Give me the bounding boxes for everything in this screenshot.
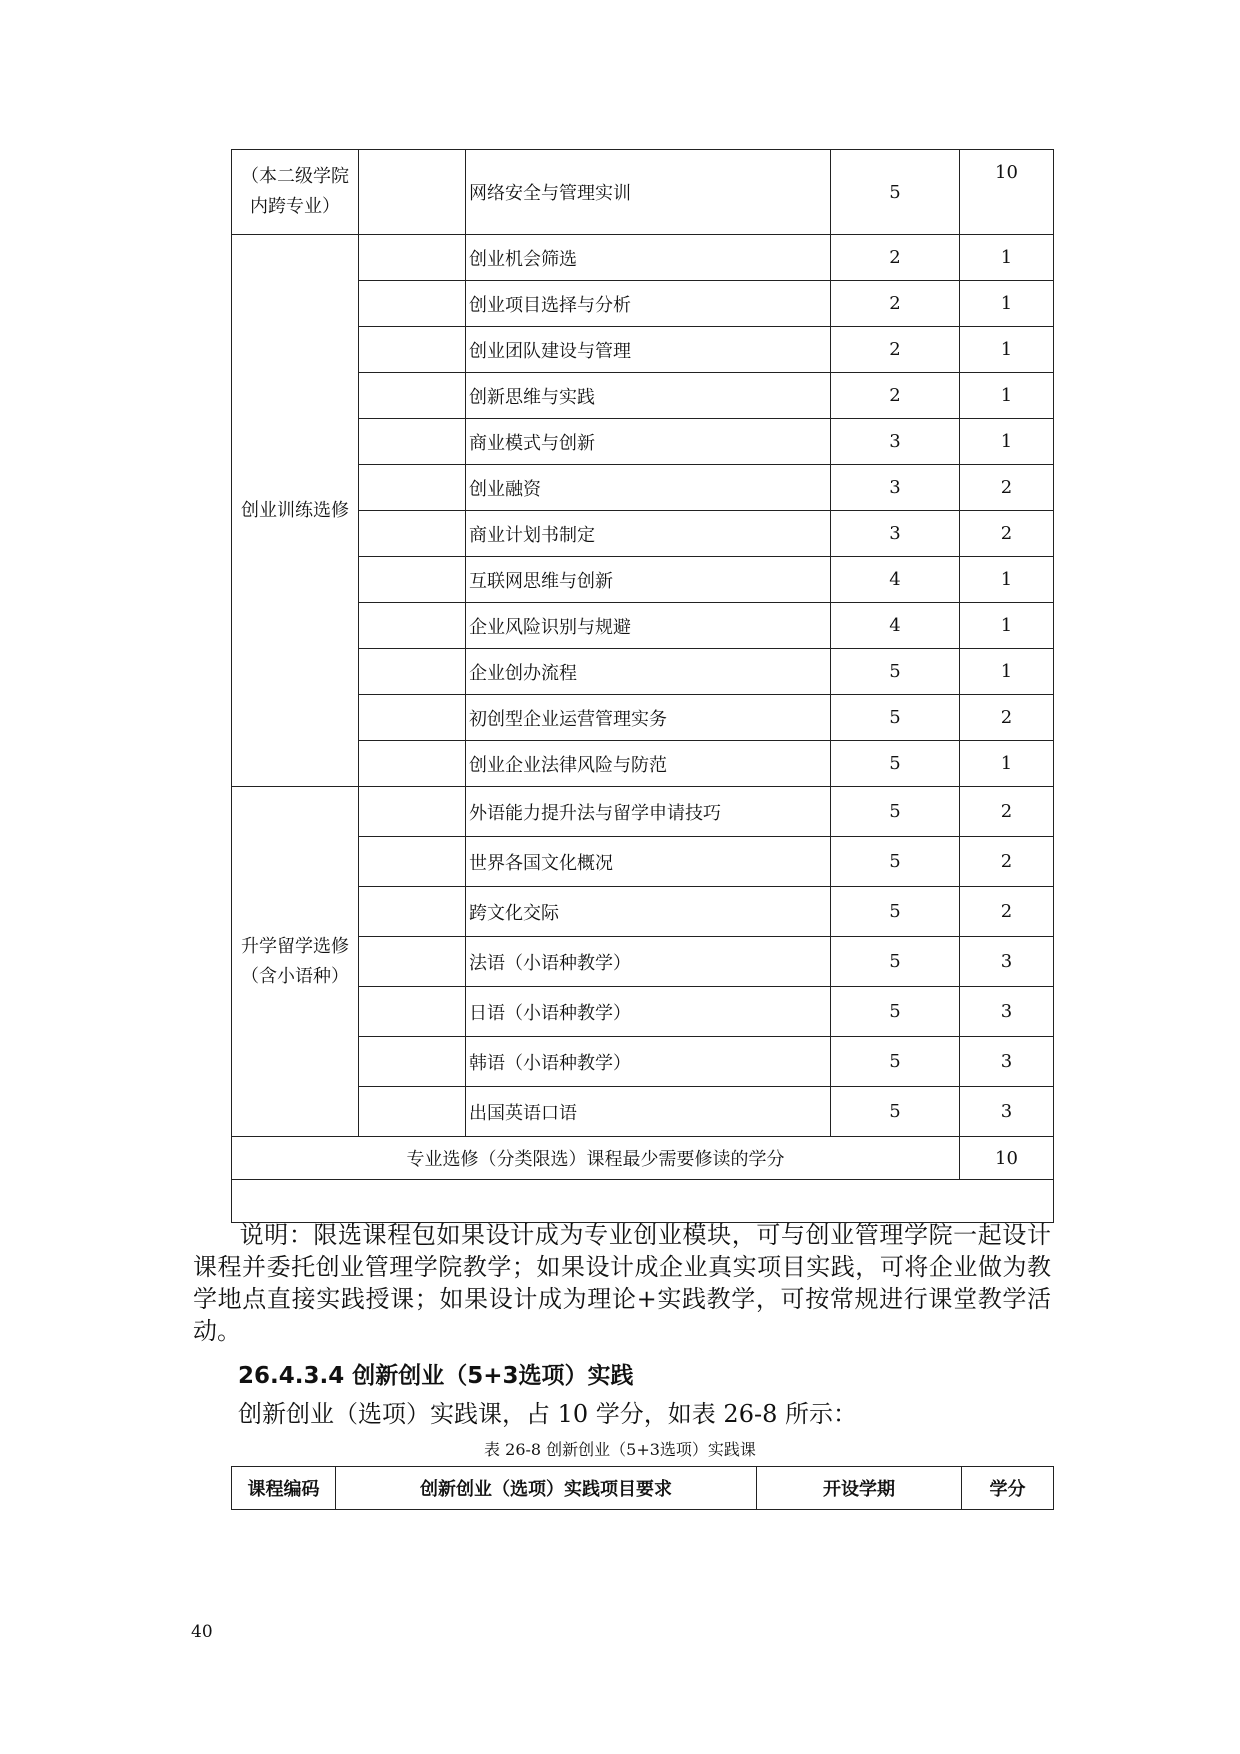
section-heading: 26.4.3.4 创新创业（5+3选项）实践 [238, 1363, 634, 1389]
credits-cell: 2 [960, 465, 1054, 511]
course-code-cell [359, 987, 466, 1037]
header-project-requirements: 创新创业（选项）实践项目要求 [336, 1467, 757, 1510]
semester-cell: 5 [831, 150, 960, 235]
course-name-cell: 企业风险识别与规避 [466, 603, 831, 649]
credits-cell: 2 [960, 837, 1054, 887]
course-name-cell: 法语（小语种教学） [466, 937, 831, 987]
semester-cell: 5 [831, 695, 960, 741]
course-name-cell: 创业机会筛选 [466, 235, 831, 281]
credits-cell: 1 [960, 281, 1054, 327]
semester-cell: 4 [831, 557, 960, 603]
course-code-cell [359, 695, 466, 741]
course-name-cell: 日语（小语种教学） [466, 987, 831, 1037]
course-code-cell [359, 649, 466, 695]
table-row [232, 235, 1054, 281]
category-cell-cross-major [232, 150, 359, 235]
credits-cell: 2 [960, 511, 1054, 557]
credits-cell: 3 [960, 1037, 1054, 1087]
practice-course-table [231, 1466, 1054, 1510]
semester-cell: 2 [831, 327, 960, 373]
course-code-cell [359, 419, 466, 465]
course-name-cell: 创业融资 [466, 465, 831, 511]
table-header-row [232, 1467, 1054, 1510]
course-code-cell [359, 887, 466, 937]
semester-cell: 5 [831, 1087, 960, 1137]
page-number: 40 [191, 1622, 213, 1642]
category-cell-entrepreneurship: 创业训练选修 [232, 235, 359, 787]
course-name-cell: 创新思维与实践 [466, 373, 831, 419]
course-code-cell [359, 603, 466, 649]
course-name-cell: 创业团队建设与管理 [466, 327, 831, 373]
summary-credits: 10 [960, 1137, 1054, 1180]
semester-cell: 5 [831, 987, 960, 1037]
empty-row [232, 1180, 1054, 1223]
credits-cell: 10 [960, 150, 1054, 235]
credits-cell: 3 [960, 1087, 1054, 1137]
course-code-cell [359, 150, 466, 235]
table-row [232, 150, 1054, 235]
semester-cell: 3 [831, 419, 960, 465]
course-code-cell [359, 373, 466, 419]
intro-text: 创新创业（选项）实践课，占 10 学分，如表 26-8 所示： [238, 1400, 857, 1428]
category-label-line2: （含小语种） [241, 965, 349, 987]
credits-cell: 1 [960, 235, 1054, 281]
credits-cell: 3 [960, 937, 1054, 987]
semester-cell: 2 [831, 281, 960, 327]
summary-row [232, 1137, 1054, 1180]
summary-label: 专业选修（分类限选）课程最少需要修读的学分 [232, 1137, 960, 1180]
credits-cell: 2 [960, 787, 1054, 837]
category-label-line2: 内跨专业） [250, 196, 340, 217]
course-name-cell: 网络安全与管理实训 [466, 150, 831, 235]
semester-cell: 5 [831, 887, 960, 937]
course-name-cell: 创业项目选择与分析 [466, 281, 831, 327]
note-paragraph [193, 1219, 1051, 1347]
course-code-cell [359, 281, 466, 327]
semester-cell: 5 [831, 649, 960, 695]
table-caption: 表 26-8 创新创业（5+3选项）实践课 [484, 1440, 756, 1459]
credits-cell: 2 [960, 695, 1054, 741]
credits-cell: 1 [960, 373, 1054, 419]
course-name-cell: 商业计划书制定 [466, 511, 831, 557]
semester-cell: 5 [831, 1037, 960, 1087]
semester-cell: 4 [831, 603, 960, 649]
credits-cell: 1 [960, 419, 1054, 465]
semester-cell: 3 [831, 465, 960, 511]
category-cell-study-abroad [232, 787, 359, 1137]
credits-cell: 1 [960, 327, 1054, 373]
credits-cell: 1 [960, 557, 1054, 603]
semester-cell: 3 [831, 511, 960, 557]
note-text: 说明：限选课程包如果设计成为专业创业模块，可与创业管理学院一起设计课程并委托创业管理学院教学；如果设计成企业真实项目实践，可将企业做为教学地点直接实践授课；如果设计成为理论+实践教学，可按常规进行课堂教学活动。 [193, 1221, 1051, 1345]
course-code-cell [359, 235, 466, 281]
semester-cell: 5 [831, 937, 960, 987]
credits-cell: 3 [960, 987, 1054, 1037]
course-name-cell: 互联网思维与创新 [466, 557, 831, 603]
semester-cell: 2 [831, 373, 960, 419]
course-code-cell [359, 837, 466, 887]
header-course-code: 课程编码 [232, 1467, 336, 1510]
credits-cell: 1 [960, 741, 1054, 787]
semester-cell: 5 [831, 787, 960, 837]
course-code-cell [359, 1037, 466, 1087]
course-name-cell: 创业企业法律风险与防范 [466, 741, 831, 787]
course-name-cell: 初创型企业运营管理实务 [466, 695, 831, 741]
course-code-cell [359, 1087, 466, 1137]
course-code-cell [359, 327, 466, 373]
course-name-cell: 商业模式与创新 [466, 419, 831, 465]
semester-cell: 5 [831, 741, 960, 787]
course-name-cell: 韩语（小语种教学） [466, 1037, 831, 1087]
course-name-cell: 出国英语口语 [466, 1087, 831, 1137]
empty-cell [232, 1180, 1054, 1223]
course-code-cell [359, 511, 466, 557]
course-name-cell: 世界各国文化概况 [466, 837, 831, 887]
course-code-cell [359, 937, 466, 987]
credits-cell: 1 [960, 603, 1054, 649]
course-name-cell: 跨文化交际 [466, 887, 831, 937]
table-row [232, 787, 1054, 837]
header-credits: 学分 [962, 1467, 1054, 1510]
header-semester: 开设学期 [757, 1467, 962, 1510]
course-code-cell [359, 787, 466, 837]
course-code-cell [359, 557, 466, 603]
course-name-cell: 企业创办流程 [466, 649, 831, 695]
course-code-cell [359, 741, 466, 787]
category-label-line1: 升学留学选修 [241, 935, 349, 957]
credits-cell: 2 [960, 887, 1054, 937]
credits-cell: 1 [960, 649, 1054, 695]
course-name-cell: 外语能力提升法与留学申请技巧 [466, 787, 831, 837]
category-label-line1: （本二级学院 [241, 166, 349, 187]
semester-cell: 2 [831, 235, 960, 281]
semester-cell: 5 [831, 837, 960, 887]
elective-course-table [231, 149, 1054, 1223]
course-code-cell [359, 465, 466, 511]
